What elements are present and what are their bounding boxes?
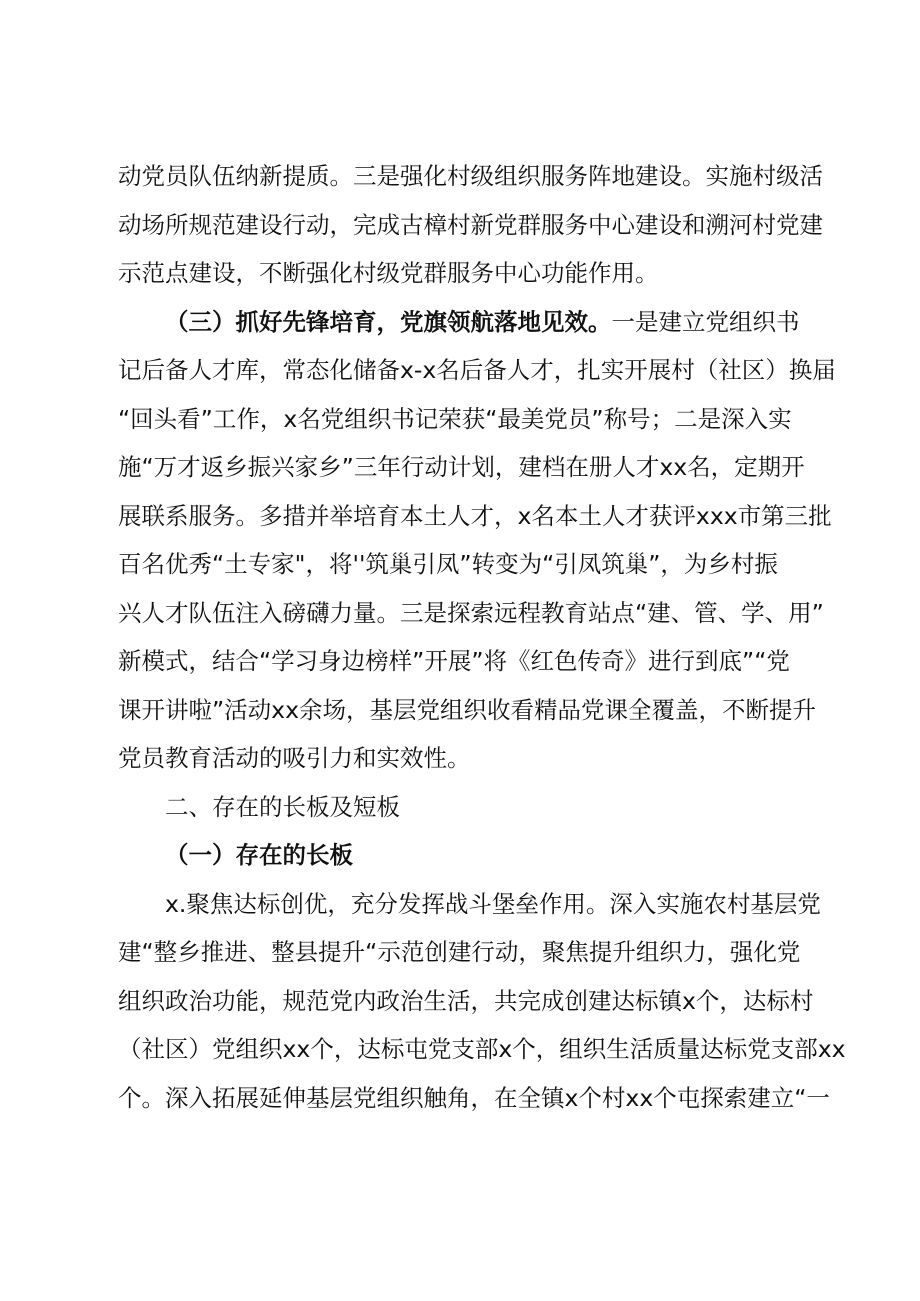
text-line: 百名优秀“土专家"，将''筑巢引凤”转变为“引凤筑巢”，为乡村振 [118,550,778,578]
paragraph-continuation [118,152,823,298]
text-line: 动党员队伍纳新提质。三是强化村级组织服务阵地建设。实施村级活 [118,162,823,190]
text-line: x.聚焦达标创优，充分发挥战斗堡垒作用。深入实施农村基层党 [165,889,821,918]
heading-level2: （一）存在的长板 [165,841,353,869]
text-line: 施“万才返乡振兴家乡”三年行动计划，建档在册人才xx名，定期开 [118,453,805,481]
paragraph-section-three [118,298,836,783]
text-line: 党员教育活动的吸引力和实效性。 [118,744,471,772]
text-line: 课开讲啦”活动xx余场，基层党组织收看精品党课全覆盖，不断提升 [118,695,816,724]
section-heading-bold: （三）抓好先锋培育，党旗领航落地见效。 [165,307,612,336]
document-body [118,152,846,1122]
section-first-line-rest: 一是建立党组织书 [611,307,800,336]
text-line: 记后备人才库，常态化储备x-x名后备人才，扎实开展村（社区）换届 [118,356,836,384]
text-line: 建“整乡推进、整县提升“示范创建行动，聚焦提升组织力，强化党 [118,938,801,966]
text-line: 个。深入拓展延伸基层党组织触角，在全镇x个村xx个屯探索建立“一 [118,1083,830,1112]
text-line: （社区）党组织xx个，达标屯党支部x个，组织生活质量达标党支部xx [118,1035,846,1063]
heading-level1: 二、存在的长板及短板 [165,792,400,821]
text-line: 新模式，结合“学习身边榜样”开展”将《红色传奇》进行到底”“党 [118,647,790,675]
text-line: 动场所规范建设行动，完成古樟村新党群服务中心建设和溯河村党建 [118,210,823,239]
text-line: 组织政治功能，规范党内政治生活，共完成创建达标镇x个，达标村 [118,986,814,1015]
paragraph-point-one [118,880,846,1123]
text-line [118,298,818,347]
text-line: 兴人才队伍注入磅礴力量。三是探索远程教育站点“建、管、学、用” [118,598,824,627]
text-line: 展联系服务。多措并举培育本土人才，x名本土人才获评xxx市第三批 [118,501,832,530]
text-line: 示范点建设，不断强化村级党群服务中心功能作用。 [118,259,659,287]
text-line: “回头看”工作，x名党组织书记荣获“最美党员”称号；二是深入实 [118,404,792,433]
